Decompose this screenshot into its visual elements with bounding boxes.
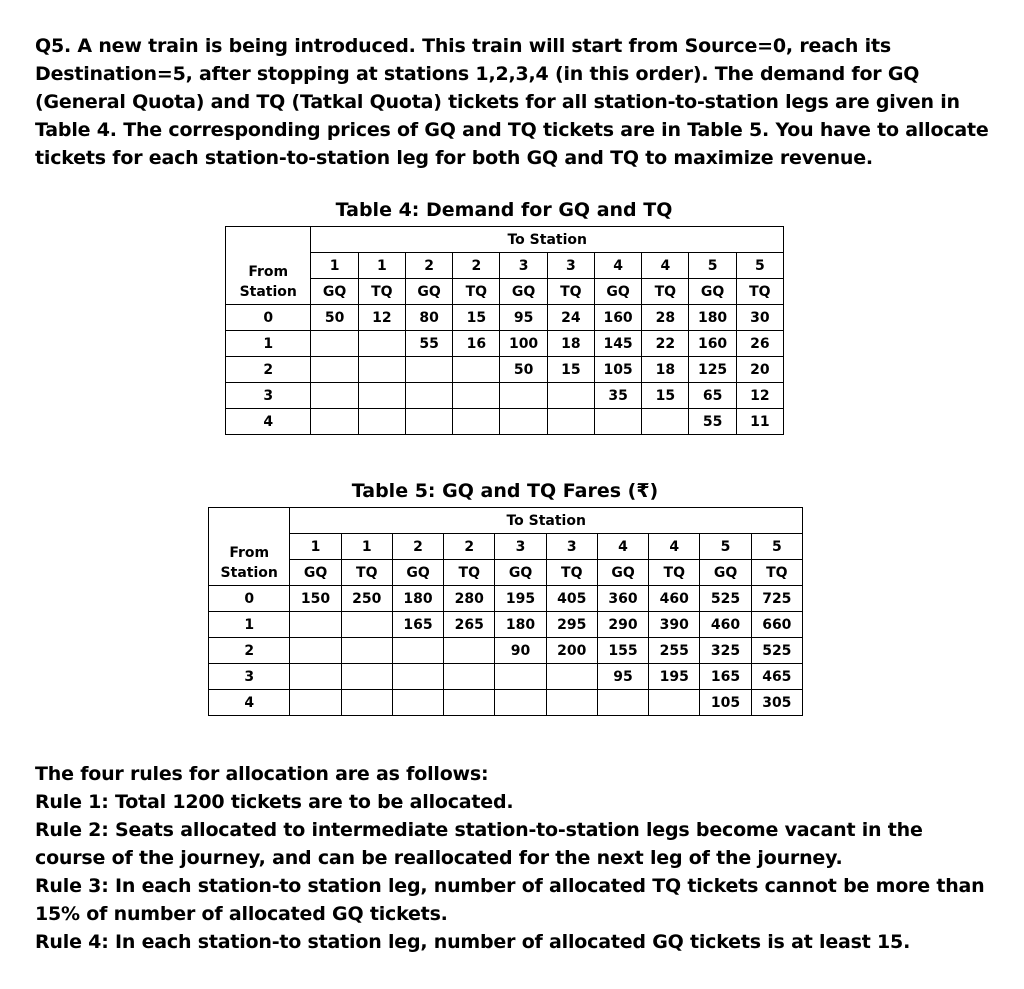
table4-to-station-8: 5 bbox=[689, 253, 736, 279]
table-cell: 55 bbox=[405, 331, 452, 357]
table-cell bbox=[444, 664, 495, 690]
table-cell bbox=[341, 638, 392, 664]
table5-quota-6: GQ bbox=[597, 560, 648, 586]
table-cell bbox=[290, 612, 341, 638]
table-row bbox=[209, 638, 803, 664]
table-cell: 525 bbox=[751, 638, 802, 664]
table-cell bbox=[341, 612, 392, 638]
table5-quota-5: TQ bbox=[546, 560, 597, 586]
table5-body bbox=[209, 508, 803, 716]
table4-from-station-2: 2 bbox=[226, 357, 311, 383]
table5-from-label: From bbox=[229, 545, 270, 561]
table-cell: 725 bbox=[751, 586, 802, 612]
table-cell: 26 bbox=[736, 331, 783, 357]
question-text: Q5. A new train is being introduced. This train will start from Source=0, reach its Destination=5, after stopping at stations 1,2,3,4 (in this order). The demand for GQ (General Quota) and TQ (Tatkal Quota) tickets for all station-to-station legs are given in Table 4. The corresponding prices of GQ and TQ tickets are in Table 5. You have to allocate tickets for each station-to-station leg for both GQ and TQ to maximize revenue. bbox=[35, 35, 989, 169]
table-cell bbox=[453, 357, 500, 383]
table-cell: 100 bbox=[500, 331, 547, 357]
table-cell: 180 bbox=[392, 586, 443, 612]
table-cell: 155 bbox=[597, 638, 648, 664]
table5-from-station-4: 4 bbox=[209, 690, 290, 716]
table-row bbox=[226, 383, 784, 409]
table4-quota-3: TQ bbox=[453, 279, 500, 305]
table-cell bbox=[341, 664, 392, 690]
table-cell: 95 bbox=[597, 664, 648, 690]
table5-quota-7: TQ bbox=[649, 560, 700, 586]
table4-quota-7: TQ bbox=[642, 279, 689, 305]
table-cell: 125 bbox=[689, 357, 736, 383]
table-cell bbox=[546, 664, 597, 690]
table4-body bbox=[226, 227, 784, 435]
table-cell bbox=[649, 690, 700, 716]
table4-quota-2: GQ bbox=[405, 279, 452, 305]
table4-from-station-1: 1 bbox=[226, 331, 311, 357]
table-cell: 16 bbox=[453, 331, 500, 357]
table-cell: 24 bbox=[547, 305, 594, 331]
table-cell: 255 bbox=[649, 638, 700, 664]
table-cell bbox=[392, 664, 443, 690]
table-cell bbox=[597, 690, 648, 716]
table-cell: 305 bbox=[751, 690, 802, 716]
table5-to-station-9: 5 bbox=[751, 534, 802, 560]
table-cell: 50 bbox=[500, 357, 547, 383]
rule-4: Rule 4: In each station-to station leg, number of allocated GQ tickets is at least 15. bbox=[35, 931, 911, 953]
table-cell: 105 bbox=[594, 357, 641, 383]
table-cell bbox=[547, 383, 594, 409]
table4-to-station-0: 1 bbox=[311, 253, 358, 279]
table-cell bbox=[341, 690, 392, 716]
table-row bbox=[226, 331, 784, 357]
table-row bbox=[209, 586, 803, 612]
table5-to-stations-row bbox=[209, 534, 803, 560]
table-cell: 20 bbox=[736, 357, 783, 383]
table-cell bbox=[444, 638, 495, 664]
table-cell: 165 bbox=[392, 612, 443, 638]
table4-to-station-4: 3 bbox=[500, 253, 547, 279]
table4-to-station-2: 2 bbox=[405, 253, 452, 279]
table-cell: 280 bbox=[444, 586, 495, 612]
table-cell: 90 bbox=[495, 638, 546, 664]
table-row bbox=[209, 612, 803, 638]
table4-quota-0: GQ bbox=[311, 279, 358, 305]
table4-from-station-header bbox=[226, 227, 311, 305]
table5-from-station-1: 1 bbox=[209, 612, 290, 638]
table5-from-station-0: 0 bbox=[209, 586, 290, 612]
table-cell: 360 bbox=[597, 586, 648, 612]
table5-to-station-4: 3 bbox=[495, 534, 546, 560]
table-cell: 250 bbox=[341, 586, 392, 612]
table-cell bbox=[495, 664, 546, 690]
table-cell: 150 bbox=[290, 586, 341, 612]
table-cell: 660 bbox=[751, 612, 802, 638]
table-cell: 290 bbox=[597, 612, 648, 638]
table-cell: 465 bbox=[751, 664, 802, 690]
table4-from-station-0: 0 bbox=[226, 305, 311, 331]
table-cell bbox=[405, 409, 452, 435]
table-cell bbox=[392, 638, 443, 664]
table5-from-station-2: 2 bbox=[209, 638, 290, 664]
table-cell: 195 bbox=[495, 586, 546, 612]
table-cell: 18 bbox=[547, 331, 594, 357]
rule-2: Rule 2: Seats allocated to intermediate station-to-station legs become vacant in the course of the journey, and can be reallocated for the next leg of the journey. bbox=[35, 819, 923, 869]
table-cell: 80 bbox=[405, 305, 452, 331]
table5-from-station-header bbox=[209, 508, 290, 586]
table-cell: 12 bbox=[736, 383, 783, 409]
table4-quota-6: GQ bbox=[594, 279, 641, 305]
table-cell: 265 bbox=[444, 612, 495, 638]
table-cell: 95 bbox=[500, 305, 547, 331]
table4-from-station-4: 4 bbox=[226, 409, 311, 435]
table5-quota-0: GQ bbox=[290, 560, 341, 586]
table-cell bbox=[311, 383, 358, 409]
table5-quota-9: TQ bbox=[751, 560, 802, 586]
table-cell: 35 bbox=[594, 383, 641, 409]
table-cell bbox=[290, 638, 341, 664]
table4-to-station-5: 3 bbox=[547, 253, 594, 279]
table-cell bbox=[453, 383, 500, 409]
table5-quota-8: GQ bbox=[700, 560, 751, 586]
table5-to-station-2: 2 bbox=[392, 534, 443, 560]
table-row bbox=[226, 305, 784, 331]
table5-to-station-1: 1 bbox=[341, 534, 392, 560]
table-cell: 105 bbox=[700, 690, 751, 716]
table4-to-station-9: 5 bbox=[736, 253, 783, 279]
table-cell: 11 bbox=[736, 409, 783, 435]
table-cell: 325 bbox=[700, 638, 751, 664]
table-cell bbox=[405, 383, 452, 409]
table-cell bbox=[290, 664, 341, 690]
table-cell bbox=[405, 357, 452, 383]
table-cell: 18 bbox=[642, 357, 689, 383]
rules-intro: The four rules for allocation are as follows: bbox=[35, 763, 489, 785]
table-cell bbox=[392, 690, 443, 716]
table-cell bbox=[500, 409, 547, 435]
table5-quota-4: GQ bbox=[495, 560, 546, 586]
table-cell bbox=[358, 357, 405, 383]
table5-quota-row bbox=[209, 560, 803, 586]
table4-quota-4: GQ bbox=[500, 279, 547, 305]
table5-station-label: Station bbox=[220, 565, 278, 581]
table4-to-station-3: 2 bbox=[453, 253, 500, 279]
rules-section bbox=[35, 760, 995, 956]
table-cell: 65 bbox=[689, 383, 736, 409]
table-cell: 165 bbox=[700, 664, 751, 690]
table4-quota-1: TQ bbox=[358, 279, 405, 305]
table5-to-station-8: 5 bbox=[700, 534, 751, 560]
table-cell: 15 bbox=[642, 383, 689, 409]
table-row bbox=[209, 664, 803, 690]
table-cell: 50 bbox=[311, 305, 358, 331]
table-cell bbox=[594, 409, 641, 435]
rule-1: Rule 1: Total 1200 tickets are to be allocated. bbox=[35, 791, 514, 813]
table5-from-station-3: 3 bbox=[209, 664, 290, 690]
table5-to-station-6: 4 bbox=[597, 534, 648, 560]
table-cell: 15 bbox=[453, 305, 500, 331]
table5-quota-3: TQ bbox=[444, 560, 495, 586]
table5-to-station-3: 2 bbox=[444, 534, 495, 560]
table-cell bbox=[311, 331, 358, 357]
table5-caption: Table 5: GQ and TQ Fares (₹) bbox=[351, 480, 659, 502]
table5-quota-1: TQ bbox=[341, 560, 392, 586]
table-cell: 460 bbox=[700, 612, 751, 638]
table4-to-station-header: To Station bbox=[311, 227, 784, 253]
table-cell bbox=[444, 690, 495, 716]
table-cell: 22 bbox=[642, 331, 689, 357]
table5-fares bbox=[208, 507, 803, 716]
table4-caption: Table 4: Demand for GQ and TQ bbox=[335, 199, 673, 221]
table4-from-label: From bbox=[248, 264, 289, 280]
table-cell: 12 bbox=[358, 305, 405, 331]
table-cell: 525 bbox=[700, 586, 751, 612]
table-cell: 145 bbox=[594, 331, 641, 357]
table-cell bbox=[358, 409, 405, 435]
table-cell: 180 bbox=[495, 612, 546, 638]
table-cell: 460 bbox=[649, 586, 700, 612]
table-cell bbox=[547, 409, 594, 435]
table-cell bbox=[358, 383, 405, 409]
table5-to-station-7: 4 bbox=[649, 534, 700, 560]
table-cell bbox=[311, 409, 358, 435]
table4-header-row bbox=[226, 227, 784, 253]
table5-to-station-0: 1 bbox=[290, 534, 341, 560]
table-row bbox=[226, 409, 784, 435]
table4-from-station-3: 3 bbox=[226, 383, 311, 409]
table4-quota-5: TQ bbox=[547, 279, 594, 305]
table4-station-label: Station bbox=[239, 284, 297, 300]
table-cell bbox=[290, 690, 341, 716]
table5-quota-2: GQ bbox=[392, 560, 443, 586]
table5-to-station-header: To Station bbox=[290, 508, 803, 534]
table4-to-station-7: 4 bbox=[642, 253, 689, 279]
rule-3: Rule 3: In each station-to station leg, number of allocated TQ tickets cannot be more than 15% of number of allocated GQ tickets. bbox=[35, 875, 985, 925]
table-cell: 195 bbox=[649, 664, 700, 690]
table4-quota-9: TQ bbox=[736, 279, 783, 305]
table-row bbox=[226, 357, 784, 383]
table4-quota-8: GQ bbox=[689, 279, 736, 305]
table-cell bbox=[311, 357, 358, 383]
table-cell: 405 bbox=[546, 586, 597, 612]
table-cell bbox=[546, 690, 597, 716]
table-cell: 55 bbox=[689, 409, 736, 435]
table-cell bbox=[495, 690, 546, 716]
table-cell: 180 bbox=[689, 305, 736, 331]
table-row bbox=[209, 690, 803, 716]
table5-header-row bbox=[209, 508, 803, 534]
table5-to-station-5: 3 bbox=[546, 534, 597, 560]
table-cell: 28 bbox=[642, 305, 689, 331]
table-cell bbox=[500, 383, 547, 409]
table-cell: 30 bbox=[736, 305, 783, 331]
table-cell: 200 bbox=[546, 638, 597, 664]
table4-demand bbox=[225, 226, 784, 435]
table4-to-station-1: 1 bbox=[358, 253, 405, 279]
table-cell: 160 bbox=[594, 305, 641, 331]
table-cell: 295 bbox=[546, 612, 597, 638]
table-cell bbox=[642, 409, 689, 435]
table-cell bbox=[453, 409, 500, 435]
table-cell bbox=[358, 331, 405, 357]
table-cell: 15 bbox=[547, 357, 594, 383]
table4-to-station-6: 4 bbox=[594, 253, 641, 279]
table-cell: 160 bbox=[689, 331, 736, 357]
table-cell: 390 bbox=[649, 612, 700, 638]
